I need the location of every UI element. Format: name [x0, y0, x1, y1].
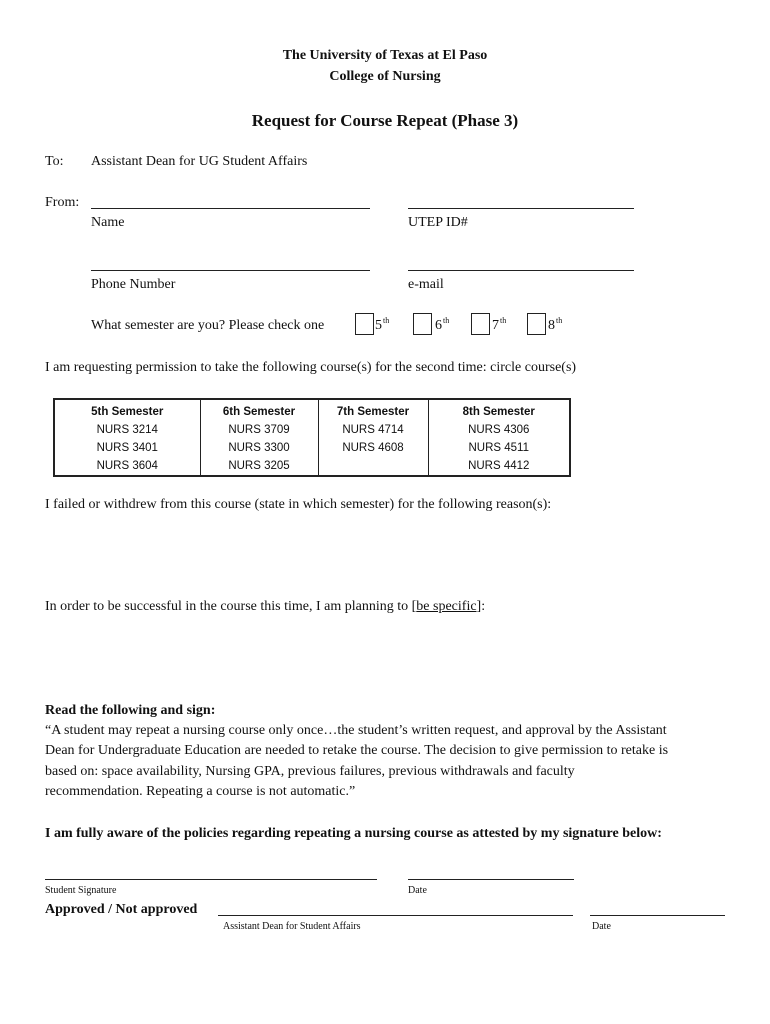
course-item[interactable]: NURS 3604	[96, 460, 158, 472]
column-6th-semester	[200, 399, 318, 476]
read-sign-heading: Read the following and sign:	[45, 703, 216, 718]
plan-area[interactable]	[45, 622, 725, 692]
semester-6-checkbox[interactable]	[413, 313, 432, 335]
course-item[interactable]: NURS 3214	[96, 424, 158, 436]
to-value: Assistant Dean for UG Student Affairs	[91, 154, 308, 169]
column-7th-semester	[318, 399, 428, 476]
policy-line: recommendation. Repeating a course is not automatic.”	[45, 784, 356, 799]
column-header: 7th Semester	[336, 406, 410, 418]
course-item[interactable]: NURS 4306	[468, 424, 530, 436]
dean-signature-field[interactable]	[218, 915, 573, 916]
policy-line: based on: space availability, Nursing GPA, previous failures, previous withdrawals and faculty	[45, 764, 575, 779]
failed-reason-area[interactable]	[45, 520, 725, 590]
plan-prompt: In order to be successful in the course this time, I am planning to [be specific]:	[45, 599, 486, 614]
name-field[interactable]	[91, 208, 370, 209]
column-5th-semester	[54, 399, 200, 476]
dean-signature-label: Assistant Dean for Student Affairs	[223, 921, 361, 932]
approval-label: Approved / Not approved	[45, 902, 198, 917]
email-label: e-mail	[408, 277, 444, 292]
phone-field[interactable]	[91, 270, 370, 271]
course-table	[53, 398, 571, 477]
column-header: 8th Semester	[462, 406, 535, 418]
semester-8-label: 8th	[548, 316, 563, 333]
student-signature-field[interactable]	[45, 879, 377, 880]
column-8th-semester	[428, 399, 570, 476]
column-header: 5th Semester	[91, 406, 164, 418]
student-date-label: Date	[408, 885, 427, 896]
semester-5-label: 5th	[375, 316, 390, 333]
to-label: To:	[45, 154, 64, 169]
semester-8-checkbox[interactable]	[527, 313, 546, 335]
page-title: Request for Course Repeat (Phase 3)	[251, 111, 519, 130]
utep-id-label: UTEP ID#	[408, 215, 468, 230]
dean-date-field[interactable]	[590, 915, 725, 916]
semester-question: What semester are you? Please check one	[91, 318, 325, 333]
from-label: From:	[45, 195, 80, 210]
course-item[interactable]: NURS 4412	[468, 460, 530, 472]
dean-date-label: Date	[592, 921, 611, 932]
course-item[interactable]: NURS 3205	[228, 460, 290, 472]
student-signature-label: Student Signature	[45, 885, 117, 896]
course-item[interactable]: NURS 4511	[468, 442, 529, 454]
request-text: I am requesting permission to take the following course(s) for the second time: circle course(s)	[45, 360, 577, 375]
course-item[interactable]: NURS 4608	[342, 442, 404, 454]
policy-line: “A student may repeat a nursing course only once…the student’s written request, and approval by the Assistant	[45, 723, 667, 738]
college-name: College of Nursing	[329, 69, 441, 84]
semester-7-checkbox[interactable]	[471, 313, 490, 335]
student-date-field[interactable]	[408, 879, 574, 880]
column-header: 6th Semester	[222, 406, 296, 418]
email-field[interactable]	[408, 270, 634, 271]
failed-reason-prompt: I failed or withdrew from this course (state in which semester) for the following reason(s):	[45, 497, 552, 512]
university-name: The University of Texas at El Paso	[282, 48, 488, 63]
semester-7-label: 7th	[492, 316, 507, 333]
phone-label: Phone Number	[91, 277, 176, 292]
course-item[interactable]: NURS 3300	[228, 442, 290, 454]
course-item[interactable]: NURS 4714	[342, 424, 404, 436]
name-label: Name	[91, 215, 125, 230]
semester-6-label: 6th	[435, 316, 450, 333]
course-item[interactable]: NURS 3401	[96, 442, 158, 454]
course-item[interactable]: NURS 3709	[228, 424, 290, 436]
semester-5-checkbox[interactable]	[355, 313, 374, 335]
utep-id-field[interactable]	[408, 208, 634, 209]
be-specific-text: be specific	[416, 599, 477, 614]
attest-text: I am fully aware of the policies regarding repeating a nursing course as attested by my signature below:	[45, 826, 662, 841]
policy-line: Dean for Undergraduate Education are needed to retake the course. The decision to give permission to retake is	[45, 743, 669, 758]
